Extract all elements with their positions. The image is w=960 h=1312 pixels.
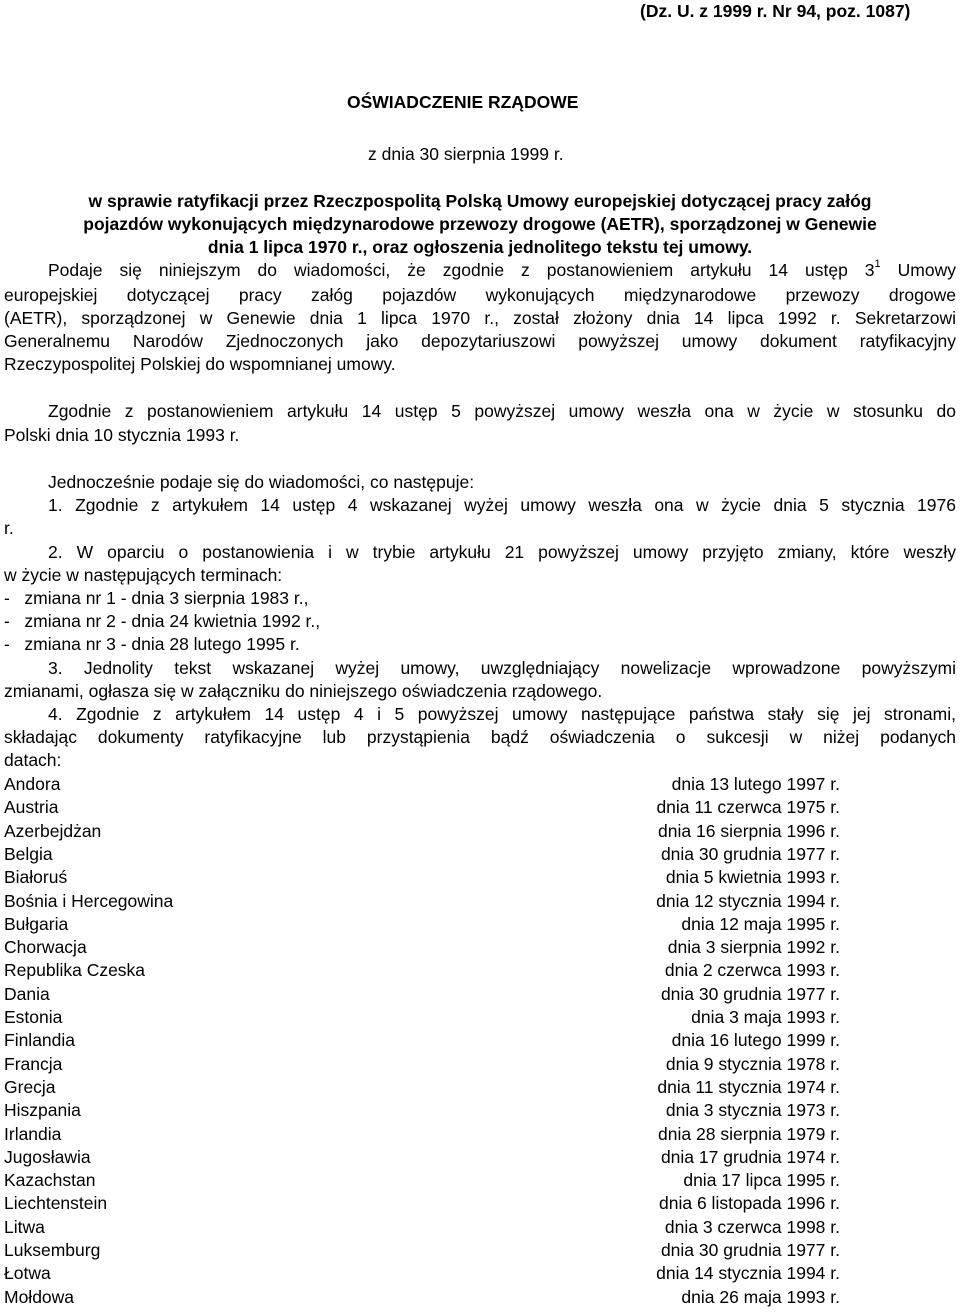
para2-line-2: Polski dnia 10 stycznia 1993 r. [4,425,240,445]
subject-line-3: dnia 1 lipca 1970 r., oraz ogłoszenia jednolitego tekstu tej umowy. [207,237,753,257]
state-date: dnia 3 stycznia 1973 r. [665,1100,840,1121]
item2-line-1: 2. W oparciu o postanowienia i w trybie artykułu 21 powyższej umowy przyjęto zmiany, które weszły [48,542,956,562]
state-country: Litwa [4,1216,45,1237]
item4-line-2: składając dokumenty ratyfikacyjne lub przystąpienia bądź oświadczenia o sukcesji w niżej podanych [4,727,956,747]
state-country: Luksemburg [4,1240,101,1260]
state-date: dnia 30 grudnia 1977 r. [660,843,840,864]
para1-line-1-text: Podaje się niniejszym do wiadomości, że zgodnie z postanowieniem artykułu 14 ustęp 3 [48,260,875,280]
state-row [4,1123,840,1146]
state-country: Bośnia i Hercegowina [4,890,174,911]
item2-line-2: w życie w następujących terminach: [4,565,283,585]
state-country: Dania [4,983,50,1004]
amendment-3: - zmiana nr 3 - dnia 28 lutego 1995 r. [4,634,300,654]
state-date: dnia 6 listopada 1996 r. [659,1193,840,1214]
state-row [4,983,840,1006]
state-country: Belgia [4,843,53,864]
amendment-2: - zmiana nr 2 - dnia 24 kwietnia 1992 r., [4,611,321,631]
state-row [4,1006,840,1029]
state-row [4,843,840,866]
state-row [4,1239,840,1262]
state-row [4,1146,840,1169]
para1-line-3: (AETR), sporządzonej w Genewie dnia 1 lipca 1970 r., został złożony dnia 14 lipca 1992 r. Sekretarzowi [4,308,956,328]
state-date: dnia 12 maja 1995 r. [681,913,840,934]
state-date: dnia 17 grudnia 1974 r. [660,1146,840,1167]
item3-line-2: zmianami, ogłasza się w załączniku do niniejszego oświadczenia rządowego. [4,681,603,701]
state-date: dnia 3 czerwca 1998 r. [664,1216,840,1237]
state-row [4,773,840,796]
state-date: dnia 17 lipca 1995 r. [683,1170,840,1191]
state-country: Jugosławia [4,1146,91,1167]
state-country: Finlandia [4,1030,76,1051]
state-date: dnia 12 stycznia 1994 r. [656,890,840,911]
state-row [4,1053,840,1076]
state-date: dnia 11 czerwca 1975 r. [656,797,840,818]
source-reference: (Dz. U. z 1999 r. Nr 94, poz. 1087) [640,1,911,21]
document-title: OŚWIADCZENIE RZĄDOWE [347,92,579,112]
state-row [4,820,840,843]
state-row [4,959,840,982]
state-date: dnia 28 sierpnia 1979 r. [658,1123,840,1144]
state-date: dnia 14 stycznia 1994 r. [656,1263,840,1284]
state-row [4,1216,840,1239]
state-date: dnia 26 maja 1993 r. [681,1286,840,1307]
state-country: Azerbejdżan [4,820,102,841]
state-date: dnia 16 sierpnia 1996 r. [658,820,840,841]
item1-line-2: r. [4,518,14,538]
footnote-mark: 1 [874,258,881,271]
para1-line-4: Generalnemu Narodów Zjednoczonych jako depozytariuszowi powyższej umowy dokument ratyfikacyjny [4,331,956,351]
state-date: dnia 13 lutego 1997 r. [671,774,840,794]
state-row [4,1076,840,1099]
amendment-1: - zmiana nr 1 - dnia 3 sierpnia 1983 r., [4,588,309,608]
state-date: dnia 2 czerwca 1993 r. [664,960,840,981]
item4-line-3: datach: [4,750,62,770]
state-row [4,1192,840,1215]
state-country: Irlandia [4,1123,62,1144]
state-country: Białoruś [4,867,68,888]
item4-line-1: 4. Zgodnie z artykułem 14 ustęp 4 i 5 powyższej umowy następujące państwa stały się jej stronami, [48,704,956,724]
state-row [4,1099,840,1122]
para3-intro: Jednocześnie podaje się do wiadomości, co następuje: [48,472,475,492]
document-date: z dnia 30 sierpnia 1999 r. [368,144,564,164]
subject-line-1: w sprawie ratyfikacji przez Rzeczpospolitą Polską Umowy europejskiej dotyczącej pracy załóg [88,191,872,211]
state-row [4,1262,840,1285]
para1-line-5: Rzeczypospolitej Polskiej do wspomnianej umowy. [4,354,396,374]
state-country: Bułgaria [4,913,69,934]
state-date: dnia 30 grudnia 1977 r. [660,1240,840,1260]
state-date: dnia 3 sierpnia 1992 r. [667,937,840,958]
state-country: Łotwa [4,1263,51,1284]
para1-line-1 [48,259,956,282]
state-row [4,796,840,819]
state-country: Kazachstan [4,1170,96,1191]
state-country: Mołdowa [4,1286,75,1307]
state-date: dnia 16 lutego 1999 r. [671,1030,840,1051]
state-date: dnia 3 maja 1993 r. [691,1007,840,1027]
state-country: Grecja [4,1076,56,1097]
state-date: dnia 11 stycznia 1974 r. [657,1076,840,1097]
state-row [4,866,840,889]
state-row [4,890,840,913]
state-row [4,1286,840,1309]
state-country: Austria [4,797,59,818]
item3-line-1: 3. Jednolity tekst wskazanej wyżej umowy, uwzględniający nowelizacje wprowadzone powyższymi [48,658,956,678]
para1-line-2: europejskiej dotyczącej pracy załóg pojazdów wykonujących międzynarodowe przewozy drogowe [4,285,956,305]
state-country: Francja [4,1053,63,1074]
state-country: Chorwacja [4,937,87,958]
state-country: Hiszpania [4,1100,81,1121]
state-date: dnia 5 kwietnia 1993 r. [665,867,840,888]
state-row [4,1029,840,1052]
state-row [4,913,840,936]
subject-line-2: pojazdów wykonujących międzynarodowe przewozy drogowe (AETR), sporządzonej w Genewie [83,214,877,234]
state-country: Liechtenstein [4,1193,108,1214]
state-row [4,936,840,959]
state-row [4,1169,840,1192]
state-country: Republika Czeska [4,960,146,981]
state-date: dnia 30 grudnia 1977 r. [660,983,840,1004]
state-country: Andora [4,774,61,794]
para1-line-1-end: Umowy [880,260,956,280]
state-country: Estonia [4,1007,63,1027]
state-date: dnia 9 stycznia 1978 r. [665,1053,840,1074]
item1-line-1: 1. Zgodnie z artykułem 14 ustęp 4 wskazanej wyżej umowy weszła ona w życie dnia 5 stycznia 1976 [48,495,956,515]
para2-line-1: Zgodnie z postanowieniem artykułu 14 ustęp 5 powyższej umowy weszła ona w życie w stosunku do [48,401,956,421]
